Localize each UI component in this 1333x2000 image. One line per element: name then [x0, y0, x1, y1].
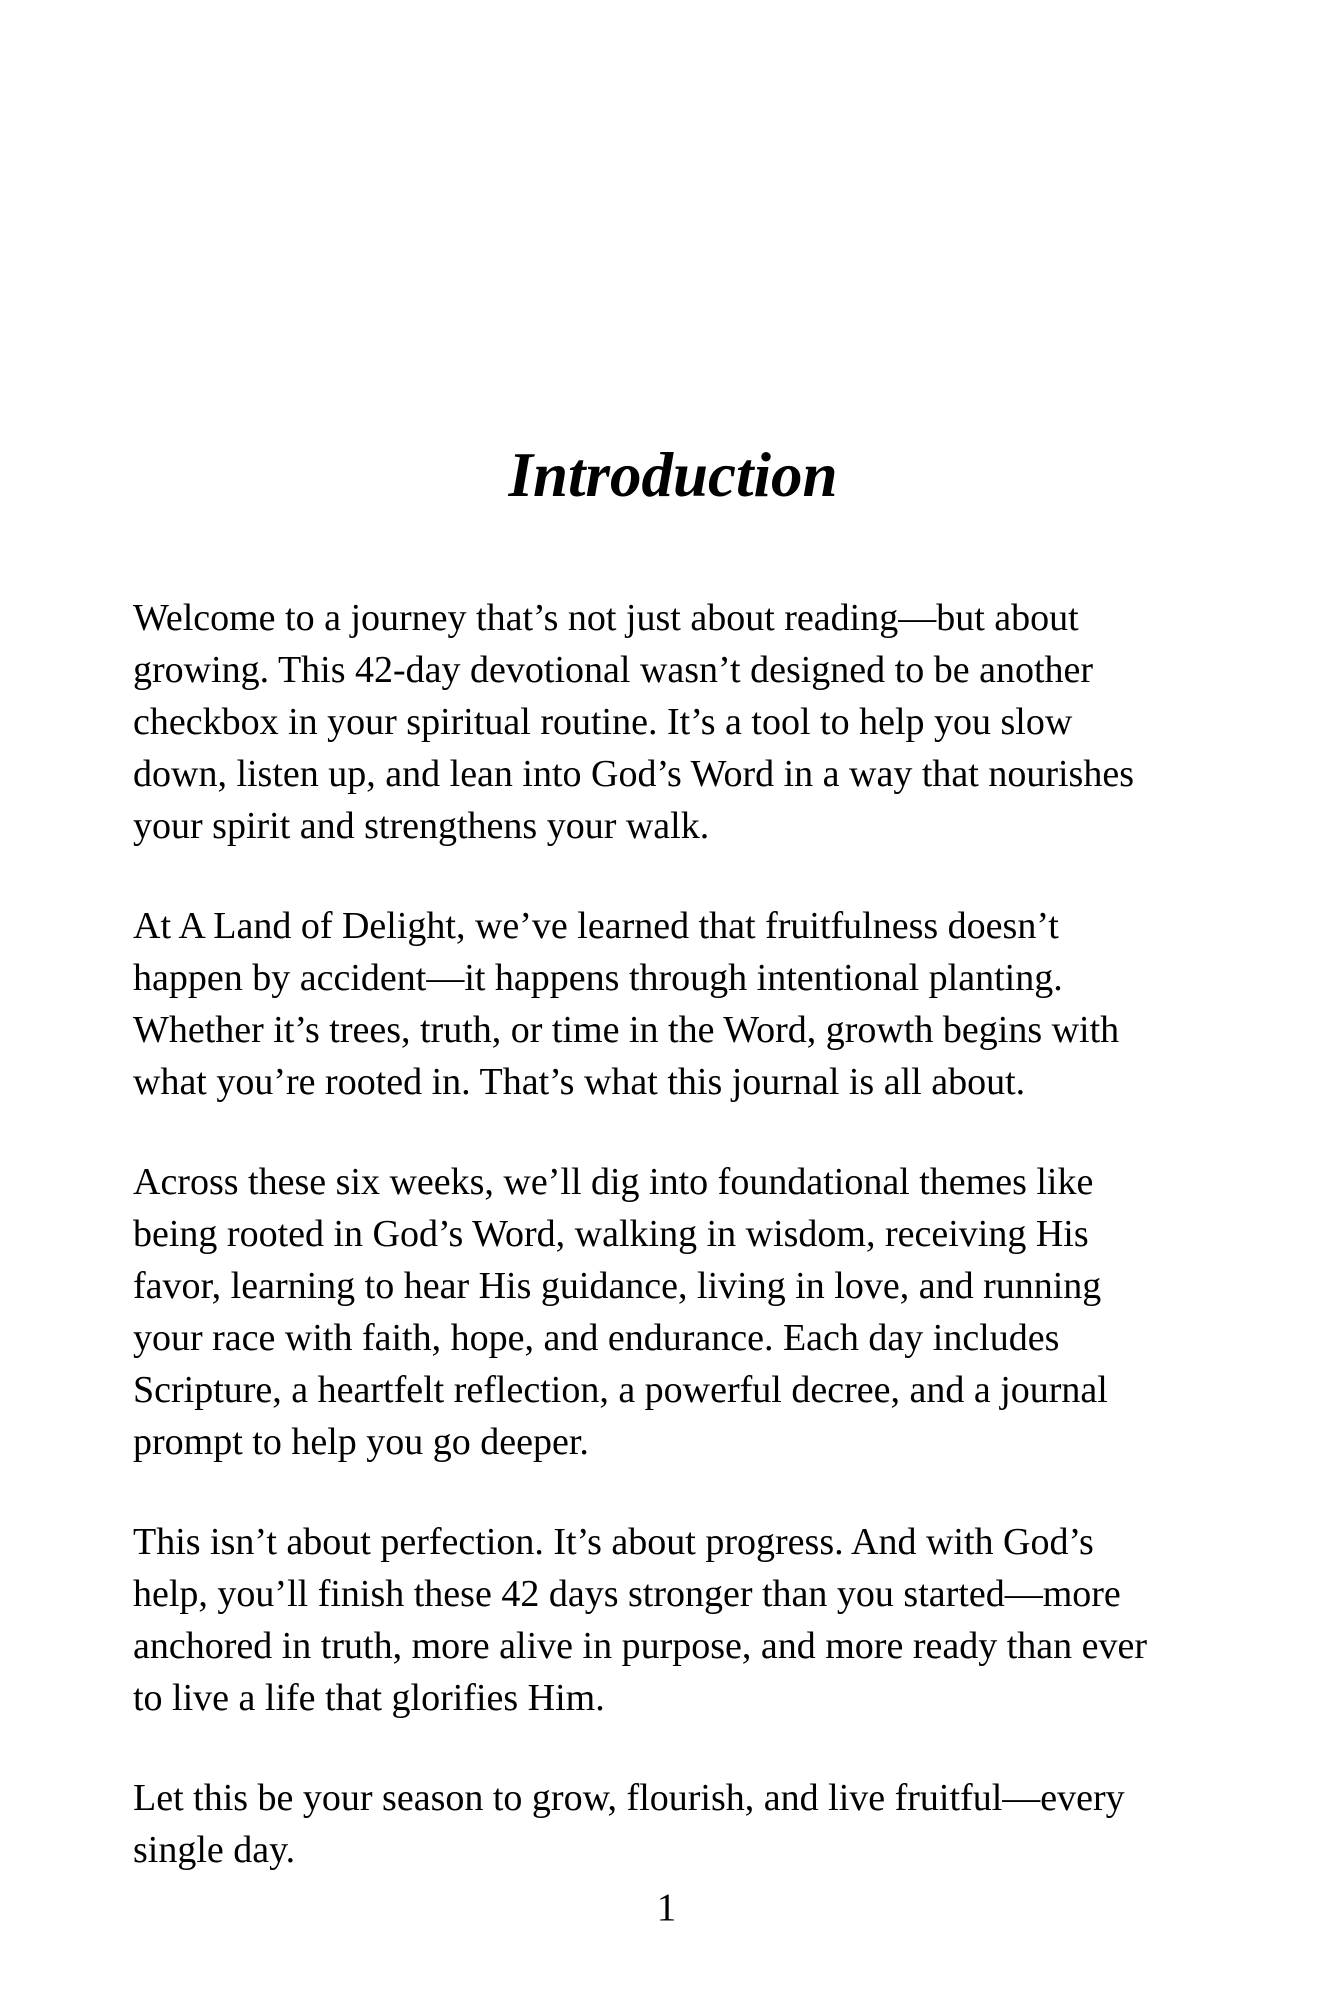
text-line: to live a life that glorifies Him.	[133, 1677, 605, 1719]
text-line: anchored in truth, more alive in purpose, and more ready than ever	[133, 1625, 1148, 1667]
text-line: happen by accident—it happens through intentional planting.	[133, 957, 1063, 999]
text-line: At A Land of Delight, we’ve learned that fruitfulness doesn’t	[133, 905, 1059, 947]
text-line: being rooted in God’s Word, walking in wisdom, receiving His	[133, 1213, 1089, 1255]
paragraph-3	[133, 1156, 1213, 1468]
body-text	[133, 592, 1213, 1876]
text-line: what you’re rooted in. That’s what this journal is all about.	[133, 1061, 1026, 1103]
text-line: Welcome to a journey that’s not just about reading—but about	[133, 597, 1079, 639]
text-line: checkbox in your spiritual routine. It’s a tool to help you slow	[133, 701, 1073, 743]
paragraph-5	[133, 1772, 1213, 1876]
text-line: Scripture, a heartfelt reflection, a powerful decree, and a journal	[133, 1369, 1108, 1411]
paragraph-2	[133, 900, 1213, 1108]
paragraph-1	[133, 592, 1213, 852]
text-line: single day.	[133, 1829, 296, 1871]
text-line: down, listen up, and lean into God’s Word in a way that nourishes	[133, 753, 1134, 795]
text-line: help, you’ll finish these 42 days stronger than you started—more	[133, 1573, 1121, 1615]
text-line: favor, learning to hear His guidance, living in love, and running	[133, 1265, 1102, 1307]
text-line: Let this be your season to grow, flourish, and live fruitful—every	[133, 1777, 1125, 1819]
text-line: your spirit and strengthens your walk.	[133, 805, 710, 847]
text-line: your race with faith, hope, and endurance. Each day includes	[133, 1317, 1060, 1359]
text-line: growing. This 42-day devotional wasn’t designed to be another	[133, 649, 1094, 691]
text-line: Across these six weeks, we’ll dig into foundational themes like	[133, 1161, 1094, 1203]
paragraph-4	[133, 1516, 1213, 1724]
page-number: 1	[656, 1886, 677, 1929]
text-line: prompt to help you go deeper.	[133, 1421, 589, 1463]
text-line: Whether it’s trees, truth, or time in the Word, growth begins with	[133, 1009, 1120, 1051]
text-line: This isn’t about perfection. It’s about progress. And with God’s	[133, 1521, 1094, 1563]
page-title: Introduction	[508, 440, 838, 510]
